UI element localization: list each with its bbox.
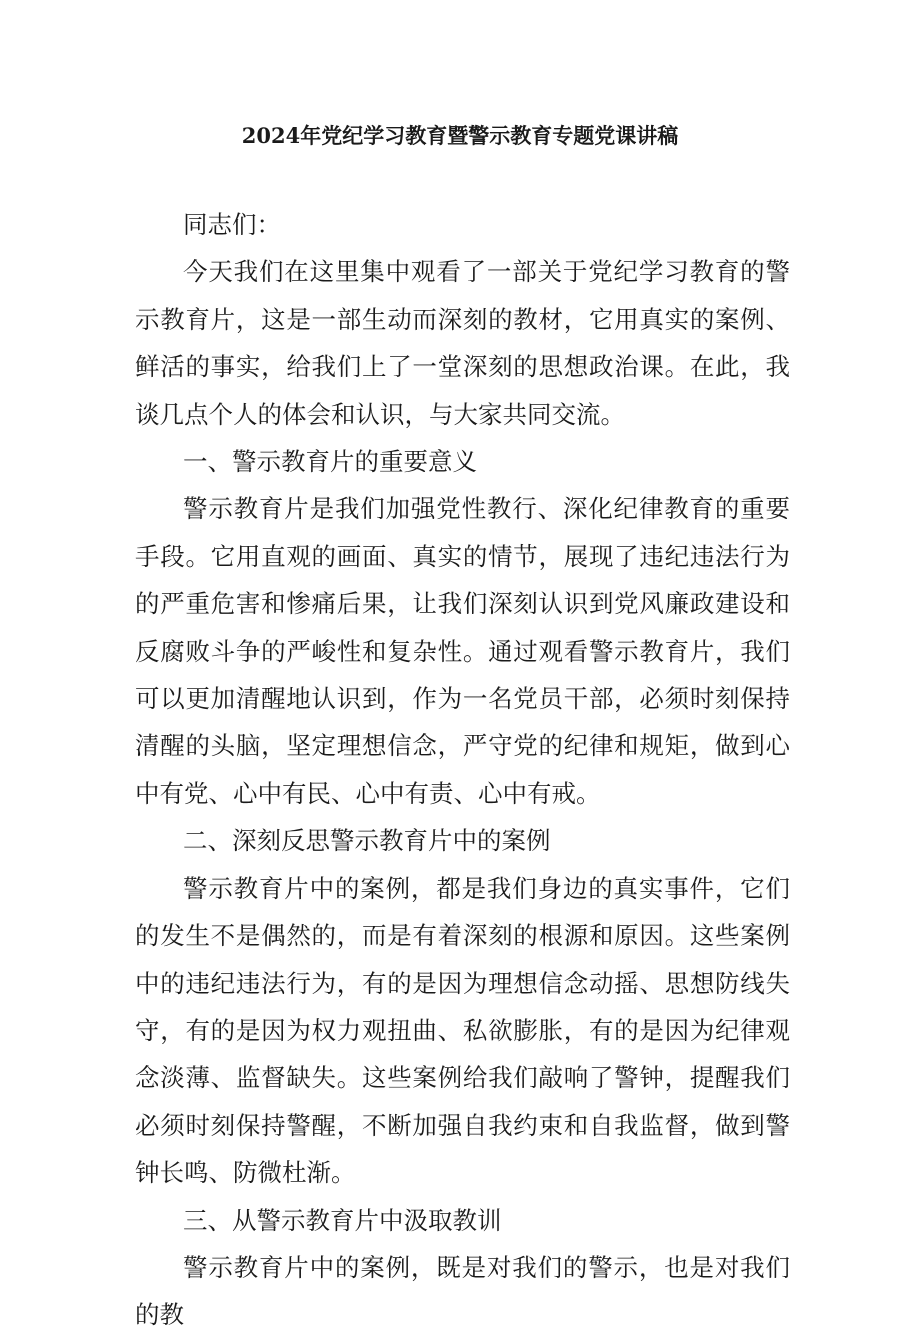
section-heading-1: 一、警示教育片的重要意义 bbox=[183, 447, 477, 477]
paragraph-section-3: 警示教育片中的案例，既是对我们的警示，也是对我们的教 bbox=[135, 1252, 790, 1330]
paragraph-section-2: 警示教育片中的案例，都是我们身边的真实事件，它们的发生不是偶然的，而是有着深刻的根源和原因。这些案例中的违纪违法行为，有的是因为理想信念动摇、思想防线失守，有的是因为权力观扭曲、私欲膨胀，有的是因为纪律观念淡薄、监督缺失。这些案例给我们敲响了警钟，提醒我们必须时刻保持警醒，不断加强自我约束和自我监督，做到警钟长鸣、防微杜渐。 bbox=[135, 873, 790, 1188]
paragraph-section-1: 警示教育片是我们加强党性教行、深化纪律教育的重要手段。它用直观的画面、真实的情节，展现了违纪违法行为的严重危害和惨痛后果，让我们深刻认识到党风廉政建设和反腐败斗争的严峻性和复杂性。通过观看警示教育片，我们可以更加清醒地认识到，作为一名党员干部，必须时刻保持清醒的头脑，坚定理想信念，严守党的纪律和规矩，做到心中有党、心中有民、心中有责、心中有戒。 bbox=[135, 494, 790, 808]
section-heading-3: 三、从警示教育片中汲取教训 bbox=[183, 1205, 502, 1235]
paragraph-intro: 今天我们在这里集中观看了一部关于党纪学习教育的警示教育片，这是一部生动而深刻的教材，它用真实的案例、鲜活的事实，给我们上了一堂深刻的思想政治课。在此，我谈几点个人的体会和认识，与大家共同交流。 bbox=[135, 257, 790, 429]
section-heading-2: 二、深刻反思警示教育片中的案例 bbox=[183, 826, 551, 856]
greeting: 同志们： bbox=[183, 210, 281, 239]
document-body bbox=[135, 201, 790, 1339]
document-title: 2024年党纪学习教育暨警示教育专题党课讲稿 bbox=[241, 123, 679, 148]
